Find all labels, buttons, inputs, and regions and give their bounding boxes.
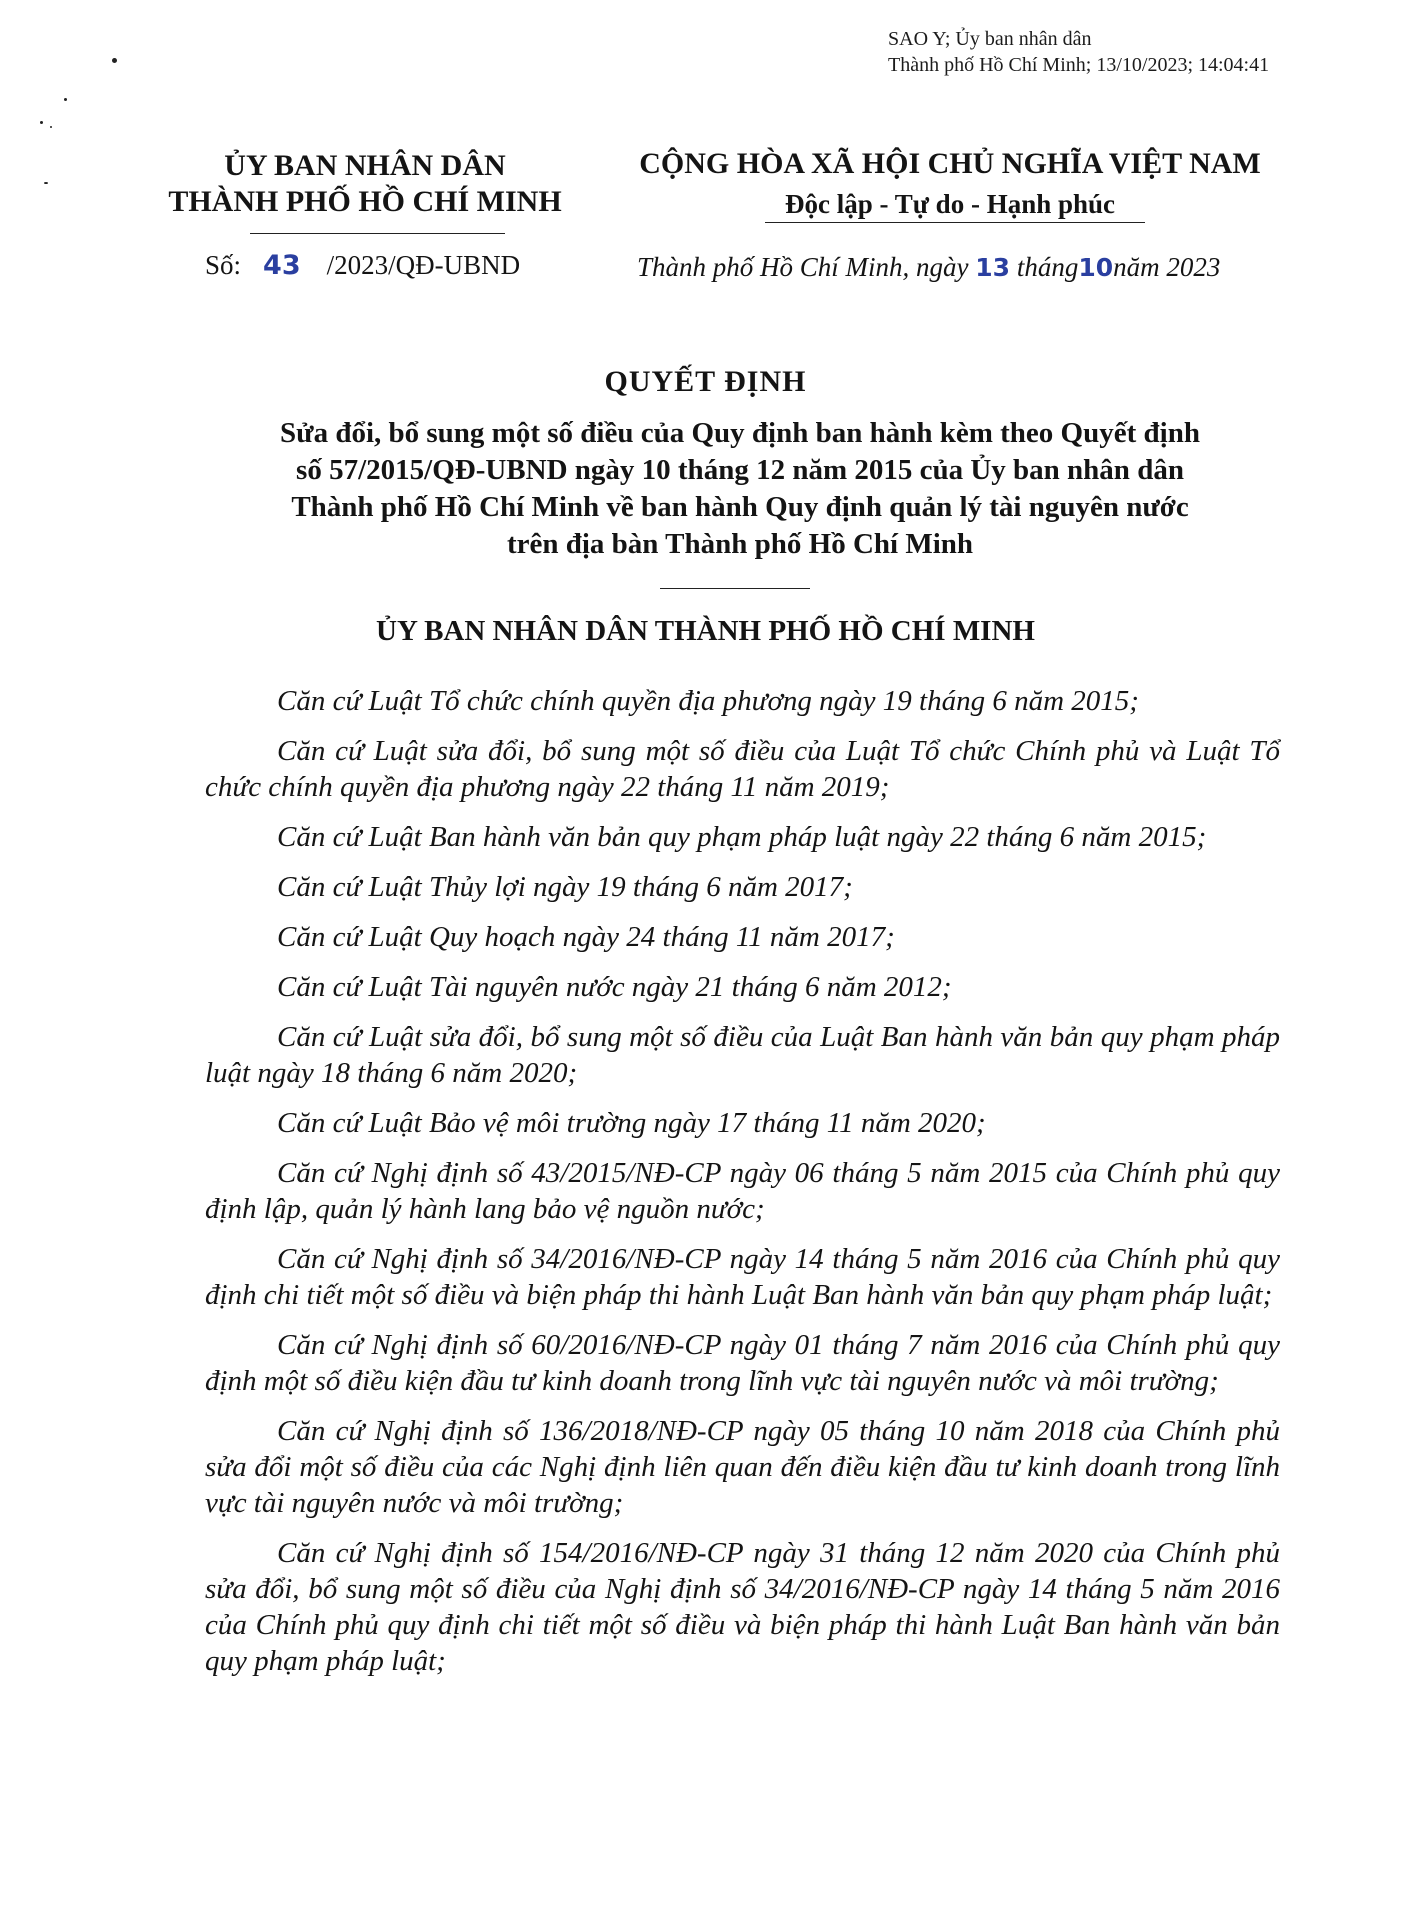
legal-basis-item: Căn cứ Luật Tài nguyên nước ngày 21 tháng 6 năm 2012; bbox=[277, 971, 952, 1003]
legal-basis-item: Căn cứ Luật sửa đổi, bổ sung một số điều của Luật Ban hành văn bản quy phạm pháp luật ngày 18 tháng 6 năm 2020; bbox=[205, 1021, 1280, 1089]
issuing-authority: ỦY BAN NHÂN DÂN THÀNH PHỐ HỒ CHÍ MINH bbox=[376, 615, 1035, 647]
preamble bbox=[205, 683, 1280, 1693]
subject-line: số 57/2015/QĐ-UBND ngày 10 tháng 12 năm 2015 của Ủy ban nhân dân bbox=[296, 454, 1184, 486]
subject-line: trên địa bàn Thành phố Hồ Chí Minh bbox=[506, 528, 974, 560]
subject-line: Thành phố Hồ Chí Minh về ban hành Quy định quản lý tài nguyên nước bbox=[291, 491, 1189, 523]
legal-basis-item: Căn cứ Luật Bảo vệ môi trường ngày 17 tháng 11 năm 2020; bbox=[277, 1107, 986, 1139]
motto-underline bbox=[765, 222, 1145, 223]
document-number bbox=[205, 250, 520, 281]
agency-underline bbox=[250, 233, 505, 234]
doc-no-suffix: /2023/QĐ-UBND bbox=[326, 250, 521, 280]
legal-basis-item: Căn cứ Nghị định số 34/2016/NĐ-CP ngày 14 tháng 5 năm 2016 của Chính phủ quy định chi tiết một số điều và biện pháp thi hành Luật Ban hành văn bản quy phạm pháp luật; bbox=[205, 1243, 1280, 1311]
document-subject bbox=[200, 415, 1280, 563]
motto: Độc lập - Tự do - Hạnh phúc bbox=[784, 189, 1116, 219]
month-label: tháng bbox=[1016, 252, 1079, 282]
doc-no-handwritten: 43 bbox=[263, 250, 301, 281]
legal-basis-item: Căn cứ Luật Ban hành văn bản quy phạm pháp luật ngày 22 tháng 6 năm 2015; bbox=[277, 821, 1207, 853]
doc-no-label: Số: bbox=[205, 250, 242, 280]
stamp-line-2: Thành phố Hồ Chí Minh; 13/10/2023; 14:04:41 bbox=[888, 54, 1270, 76]
subject-underline bbox=[660, 588, 810, 589]
legal-basis-item: Căn cứ Luật Thủy lợi ngày 19 tháng 6 năm 2017; bbox=[277, 871, 853, 903]
legal-basis-item: Căn cứ Luật sửa đổi, bổ sung một số điều của Luật Tổ chức Chính phủ và Luật Tổ chức chính quyền địa phương ngày 22 tháng 11 năm 2019; bbox=[205, 735, 1280, 803]
national-title bbox=[620, 144, 1280, 224]
legal-basis-item: Căn cứ Nghị định số 43/2015/NĐ-CP ngày 06 tháng 5 năm 2015 của Chính phủ quy định lập, quản lý hành lang bảo vệ nguồn nước; bbox=[205, 1157, 1280, 1225]
place-and-date bbox=[637, 252, 1220, 283]
date-month-handwritten: 10 bbox=[1078, 253, 1114, 282]
legal-basis-item: Căn cứ Nghị định số 154/2016/NĐ-CP ngày 31 tháng 12 năm 2020 của Chính phủ sửa đổi, bổ sung một số điều của Nghị định số 34/2016/NĐ-CP ngày 14 tháng 5 năm 2016 của Chính phủ quy định chi tiết một số điều và biện pháp thi hành Luật Ban hành văn bản quy phạm pháp luật; bbox=[205, 1537, 1280, 1677]
document-title: QUYẾT ĐỊNH bbox=[604, 365, 807, 398]
agency-line-2: THÀNH PHỐ HỒ CHÍ MINH bbox=[168, 185, 562, 218]
legal-basis-item: Căn cứ Luật Quy hoạch ngày 24 tháng 11 năm 2017; bbox=[277, 921, 895, 953]
stamp-line-1: SAO Y; Ủy ban nhân dân bbox=[888, 28, 1092, 50]
country-name: CỘNG HÒA XÃ HỘI CHỦ NGHĨA VIỆT NAM bbox=[639, 147, 1261, 180]
place-prefix: Thành phố Hồ Chí Minh, ngày bbox=[637, 252, 969, 282]
copy-stamp bbox=[888, 26, 1269, 78]
legal-basis-item: Căn cứ Nghị định số 136/2018/NĐ-CP ngày 05 tháng 10 năm 2018 của Chính phủ sửa đổi một số điều của các Nghị định liên quan đến điều kiện đầu tư kinh doanh trong lĩnh vực tài nguyên nước và môi trường; bbox=[205, 1415, 1280, 1519]
legal-basis-item: Căn cứ Luật Tổ chức chính quyền địa phương ngày 19 tháng 6 năm 2015; bbox=[277, 685, 1139, 717]
date-day-handwritten: 13 bbox=[975, 253, 1011, 282]
subject-line: Sửa đổi, bổ sung một số điều của Quy định ban hành kèm theo Quyết định bbox=[280, 417, 1200, 449]
issuing-agency bbox=[160, 148, 570, 220]
legal-basis-item: Căn cứ Nghị định số 60/2016/NĐ-CP ngày 01 tháng 7 năm 2016 của Chính phủ quy định một số điều kiện đầu tư kinh doanh trong lĩnh vực tài nguyên nước và môi trường; bbox=[205, 1329, 1280, 1397]
agency-line-1: ỦY BAN NHÂN DÂN bbox=[224, 149, 506, 182]
year-label: năm 2023 bbox=[1113, 252, 1221, 282]
